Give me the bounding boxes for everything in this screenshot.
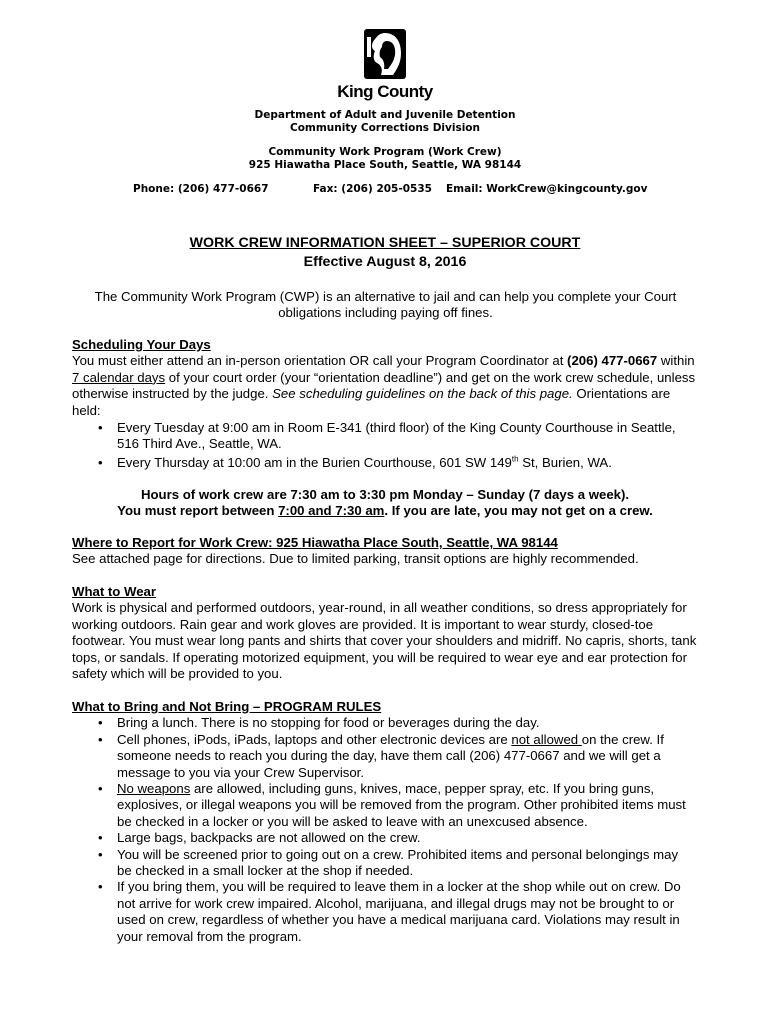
program-address: 925 Hiawatha Place South, Seattle, WA 98144 bbox=[248, 159, 522, 171]
report-section bbox=[72, 535, 702, 568]
wear-heading: What to Wear bbox=[72, 584, 157, 599]
list-item: • Every Thursday at 10:00 am in the Burien Courthouse, 601 SW 149th St, Burien, WA. bbox=[72, 455, 702, 471]
fax-number: Fax: (206) 205-0535 bbox=[313, 183, 432, 195]
phone-number: Phone: (206) 477-0667 bbox=[133, 183, 269, 195]
logo-wordmark: King County bbox=[337, 82, 433, 101]
king-county-logo bbox=[361, 27, 409, 81]
effective-date: Effective August 8, 2016 bbox=[303, 254, 467, 270]
intro-paragraph: The Community Work Program (CWP) is an alternative to jail and can help you complete your Court obligations including paying off fines. bbox=[94, 289, 677, 321]
list-item: • Cell phones, iPods, iPads, laptops and other electronic devices are not allowed on the crew. If someone needs to reach you during the day, have them call (206) 477-0667 and we will get a message to you via your Crew Supervisor. bbox=[72, 732, 694, 781]
list-item: • Large bags, backpacks are not allowed on the crew. bbox=[72, 830, 694, 846]
orientation-list bbox=[72, 420, 702, 471]
calendar-days: 7 calendar days bbox=[72, 369, 166, 385]
dept-name: Department of Adult and Juvenile Detention bbox=[254, 109, 516, 121]
division-name: Community Corrections Division bbox=[290, 122, 480, 134]
list-item: • Every Tuesday at 9:00 am in Room E-341 (third floor) of the King County Courthouse in Seattle, 516 Third Ave., Seattle, WA. bbox=[72, 420, 702, 453]
scheduling-paragraph: You must either attend an in-person orientation OR call your Program Coordinator at (206) 477-0667 within 7 calendar days of your court order (your “orientation deadline”) and get on the work crew schedule, unless otherwise instructed by the judge. See scheduling guidelines on the back of this page. Orientations are held: bbox=[72, 353, 696, 418]
list-item: • If you bring them, you will be required to leave them in a locker at the shop while out on crew. Do not arrive for work crew impaired. Alcohol, marijuana, and illegal drugs may not be brought to or used on crew, regardless of whether you have a medical marijuana card. Violations may result in your removal from the program. bbox=[72, 879, 694, 945]
report-heading: Where to Report for Work Crew: 925 Hiawatha Place South, Seattle, WA 98144 bbox=[72, 535, 558, 550]
program-name: Community Work Program (Work Crew) bbox=[268, 146, 502, 158]
rules-list bbox=[72, 715, 702, 945]
scheduling-section bbox=[72, 337, 702, 471]
wear-section bbox=[72, 584, 702, 682]
rules-section bbox=[72, 699, 702, 945]
scheduling-heading: Scheduling Your Days bbox=[72, 337, 211, 352]
list-item: • You will be screened prior to going out on a crew. Prohibited items and personal belongings may be checked in a small locker at the shop if needed. bbox=[72, 847, 694, 880]
sheet-title-text: WORK CREW INFORMATION SHEET – SUPERIOR COURT bbox=[189, 235, 581, 251]
report-window: 7:00 and 7:30 am bbox=[278, 503, 385, 518]
hours-line: Hours of work crew are 7:30 am to 3:30 pm Monday – Sunday (7 days a week). bbox=[140, 487, 630, 502]
list-item: • No weapons are allowed, including guns, knives, mace, pepper spray, etc. If you bring guns, explosives, or illegal weapons you will be removed from the program. Other prohibited items must be checked in a locker or you will be asked to leave with an unexcused absence. bbox=[72, 781, 694, 830]
report-text: See attached page for directions. Due to limited parking, transit options are highly recommended. bbox=[72, 551, 639, 567]
email-address: Email: WorkCrew@kingcounty.gov bbox=[446, 183, 648, 195]
scheduling-guidelines-note: See scheduling guidelines on the back of this page. bbox=[272, 386, 573, 402]
wear-text: Work is physical and performed outdoors, year-round, in all weather conditions, so dress appropriately for working outdoors. Rain gear and work gloves are provided. It is important to wear sturdy, closed-toe footwear. You must wear long pants and shirts that cover your shoulders and midriff. No capris, shorts, tank tops, or sandals. If operating motorized equipment, you will be required to wear eye and ear protection for safety which will be provided to you. bbox=[72, 600, 697, 682]
sheet-title bbox=[0, 235, 770, 251]
report-time-line: You must report between 7:00 and 7:30 am. If you are late, you may not get on a crew. bbox=[117, 503, 653, 518]
rules-heading: What to Bring and Not Bring – PROGRAM RULES bbox=[72, 699, 382, 714]
coordinator-phone: (206) 477-0667 bbox=[567, 353, 658, 369]
list-item: • Bring a lunch. There is no stopping for food or beverages during the day. bbox=[72, 715, 694, 731]
